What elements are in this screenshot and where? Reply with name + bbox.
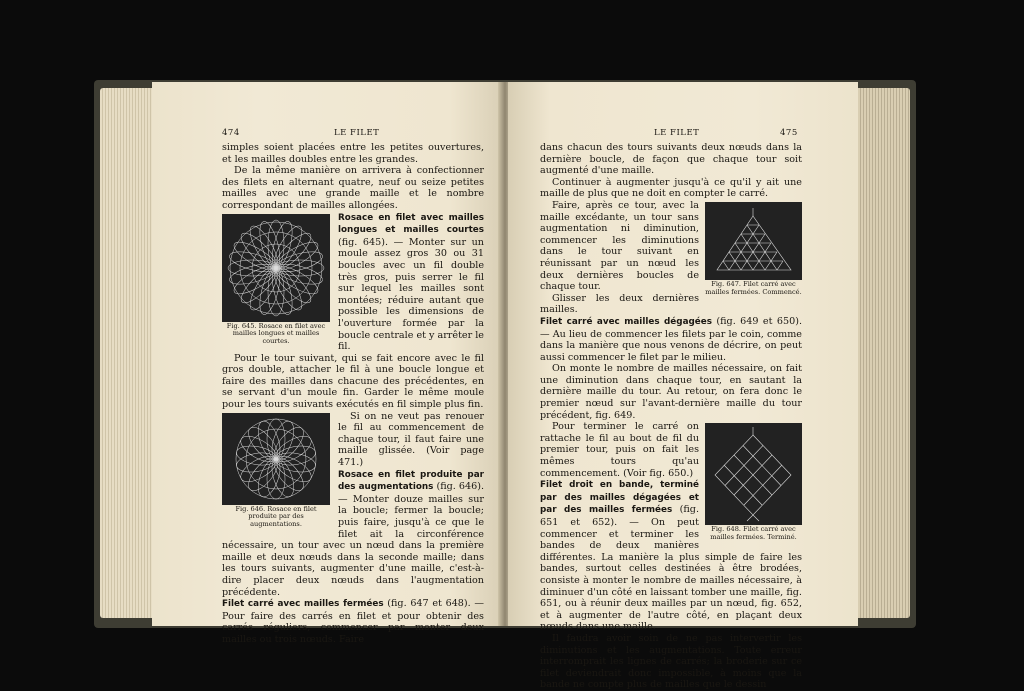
section-filet-carre-fermees xyxy=(222,598,484,645)
right-paragraph: dans chacun des tours suivants deux nœuds dans la dernière boucle, de façon que chaque tour soit augmenté d'une maille. xyxy=(540,142,802,177)
section-title: Rosace en filet produite par des augmentations xyxy=(338,469,484,493)
section-title: Filet carré avec mailles dégagées xyxy=(540,316,712,327)
figure-648-caption: Fig. 648. Filet carré avec mailles fermées. Terminé. xyxy=(710,525,797,541)
right-paragraph: Glisser les deux dernières mailles. xyxy=(540,292,699,316)
section-text: (fig. 645). — Monter sur un moule assez gros 30 ou 31 boucles avec un fil double très gros, puis serrer le fil sur lequel les mailles sont montées; réduire autant que possible les dimensions de l'ouverture formée par la boucle centrale et y arrêter le fil. xyxy=(338,236,484,353)
left-text-column xyxy=(222,142,484,646)
right-page xyxy=(508,82,858,691)
filet-carre-647-image xyxy=(705,202,802,280)
figure-646 xyxy=(222,413,330,529)
left-paragraph: Pour le tour suivant, qui se fait encore avec le fil gros double, attacher le fil à une boucle longue et faire des mailles dans chacune des précédentes, en se servant d'un moule fin. Garder le même moule pour les tours suivants exécutés en fil simple plus fin. xyxy=(222,352,484,411)
left-paragraph: De la même manière on arrivera à confectionner des filets en alternant quatre, neuf ou seize petites mailles avec une grande maille et le nombre correspondant de mailles allongées. xyxy=(222,165,484,211)
right-running-head: LE FILET xyxy=(654,128,700,138)
rosace-645-image xyxy=(222,214,330,322)
figure-647 xyxy=(705,202,802,296)
filet-carre-648-image xyxy=(705,423,802,525)
left-paragraph: Si on ne veut pas renouer le fil au commencement de chaque tour, il faut faire une maille glissée. (Voir page 471.) xyxy=(338,410,484,469)
rosace-646-image xyxy=(222,413,330,505)
right-paragraph: Faire, après ce tour, avec la maille excédante, un tour sans augmentation ni diminution, commencer les diminutions dans le tour suivant en réunissant par un nœud les deux dernières boucles de chaque tour. xyxy=(540,199,699,293)
section-text: (fig. 646). — Monter douze mailles sur la boucle; fermer la boucle; puis faire, jusqu'à ce que le filet ait la circonférence nécessaire, un tour avec un nœud dans la première maille et deux nœuds dans la seconde maille; dans les tours suivants, augmenter d'une maille, c'est-à-dire placer deux nœuds dans l'augmentation précédente. xyxy=(222,481,484,598)
left-page-stack xyxy=(100,88,158,618)
section-title: Filet droit en bande, terminé par des mailles dégagées et par des mailles fermées xyxy=(540,480,699,516)
figure-647-caption: Fig. 647. Filet carré avec mailles fermées. Commencé. xyxy=(705,279,802,296)
left-page-number: 474 xyxy=(222,128,240,138)
right-paragraph: Continuer à augmenter jusqu'à ce qu'il y ait une maille de plus que ne doit en compter le carré. xyxy=(540,176,802,200)
right-page-number: 475 xyxy=(780,128,798,138)
left-paragraph: simples soient placées entre les petites ouvertures, et les mailles doubles entre les grandes. xyxy=(222,142,484,165)
figure-645 xyxy=(222,214,330,346)
left-running-head: LE FILET xyxy=(334,128,380,138)
open-book xyxy=(94,80,916,691)
section-filet-carre-degagees xyxy=(540,316,802,363)
right-paragraph: On monte le nombre de mailles nécessaire, on fait une diminution dans chaque tour, en sautant la dernière maille du tour. Au retour, on fera donc le premier nœud sur l'avant-dernière maille du tour précédent, fig. 649. xyxy=(540,363,802,421)
right-page-stack xyxy=(858,88,910,618)
figure-648 xyxy=(705,423,802,541)
right-paragraph: Il faudra avoir soin de ne pas intervertir les diminutions et les augmentations. Toute erreur interromprait les lignes de carrés; la broderie sur ce filet deviendrait donc impossible, à moins que la bande ne compte plus de mailles que le dessin xyxy=(540,632,802,691)
right-text-column xyxy=(540,142,802,691)
section-text: (fig. 649 et 650). — Au lieu de commencer les filets par le coin, comme dans la manière que nous venons de décrire, on peut aussi commencer le filet par le milieu. xyxy=(540,315,802,363)
section-text: (fig. 651 et 652). — On peut commencer et terminer les bandes de deux manières différentes. La manière la plus simple de faire les bandes, surtout celles destinées à être brodées, consiste à monter le nombre de mailles nécessaire, à diminuer d'un côté en laissant tomber une maille, fig. 651, ou à réunir deux mailles par un nœud, fig. 652, et à augmenter de l'autre côté, en plaçant deux nœuds dans une maille. xyxy=(540,504,802,633)
section-title: Filet carré avec mailles fermées xyxy=(222,599,384,610)
figure-645-caption: Fig. 645. Rosace en filet avec mailles longues et mailles courtes. xyxy=(226,321,326,345)
section-title: Rosace en filet avec mailles longues et mailles courtes xyxy=(338,212,484,236)
left-page xyxy=(152,82,502,645)
right-paragraph: Pour terminer le carré on rattache le fil au bout de fil du premier tour, puis on fait les mêmes tours qu'au commencement. (Voir fig. 650.) xyxy=(540,421,699,479)
section-text: (fig. 647 et 648). — Pour faire des carrés en filet et pour obtenir des carrés réguliers, commencer par monter deux mailles ou trois nœuds. Faire xyxy=(222,598,484,645)
figure-646-caption: Fig. 646. Rosace en filet produite par des augmentations. xyxy=(235,504,317,528)
